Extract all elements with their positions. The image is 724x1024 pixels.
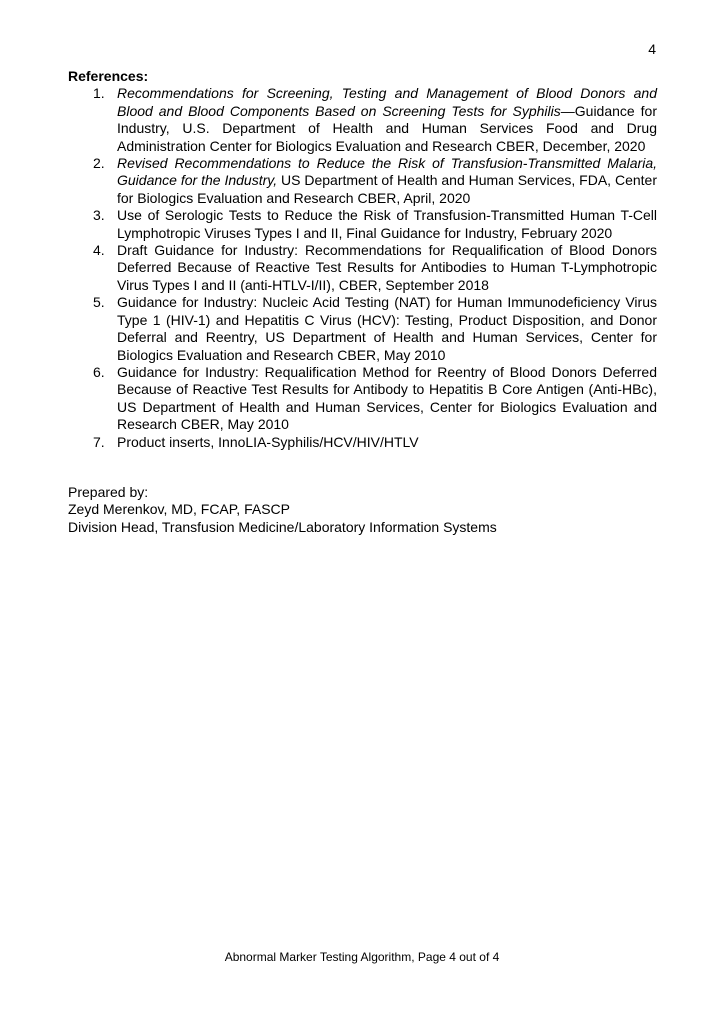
reference-item-4-number: 4. bbox=[93, 242, 105, 259]
reference-item-3 bbox=[68, 207, 657, 242]
reference-item-1-text: —Guidance for Industry, U.S. Department of Health and Human Services Food and Drug Administration Center for Biologics Evaluation and Research CBER, December, 2020 bbox=[117, 102, 657, 154]
reference-item-5-text: Guidance for Industry: Nucleic Acid Testing (NAT) for Human Immunodeficiency Virus Type 1 (HIV-1) and Hepatitis C Virus (HCV): Testing, Product Disposition, and Donor Deferral and Reentry, US Department of Health and Human Services, Center for Biologics Evaluation and Research CBER, May 2010 bbox=[117, 294, 657, 363]
reference-item-1-italic: Recommendations for Screening, Testing and Management of Blood Donors and Blood and Blood Components Based on Screening Tests for Syphilis bbox=[117, 85, 657, 119]
reference-item-6-number: 6. bbox=[93, 363, 105, 380]
reference-item-3-number: 3. bbox=[93, 207, 105, 224]
reference-item-1-number: 1. bbox=[93, 85, 105, 102]
page-footer: Abnormal Marker Testing Algorithm, Page 4 out of 4 bbox=[224, 950, 500, 964]
reference-item-7 bbox=[68, 434, 657, 451]
reference-item-2-number: 2. bbox=[93, 155, 105, 172]
page-number: 4 bbox=[648, 41, 656, 57]
reference-item-2 bbox=[68, 155, 657, 207]
references-heading: References: bbox=[68, 68, 149, 84]
reference-item-7-text: Product inserts, InnoLIA-Syphilis/HCV/HIV/HTLV bbox=[117, 433, 419, 450]
references-list bbox=[68, 85, 657, 451]
reference-item-5-number: 5. bbox=[93, 294, 105, 311]
reference-item-5 bbox=[68, 294, 657, 364]
reference-item-3-text: Use of Serologic Tests to Reduce the Risk of Transfusion-Transmitted Human T-Cell Lymphotropic Viruses Types I and II, Final Guidance for Industry, February 2020 bbox=[117, 207, 657, 241]
prepared-by-block bbox=[68, 484, 657, 536]
reference-item-4-text: Draft Guidance for Industry: Recommendations for Requalification of Blood Donors Deferred Because of Reactive Test Results for Antibodies to Human T-Lymphotropic Virus Types I and II (anti-HTLV-I/II), CBER, September 2018 bbox=[117, 242, 657, 293]
prepared-by-title: Division Head, Transfusion Medicine/Laboratory Information Systems bbox=[68, 518, 497, 535]
reference-item-2-text: US Department of Health and Human Services, FDA, Center for Biologics Evaluation and Research CBER, April, 2020 bbox=[117, 172, 657, 206]
prepared-by-label: Prepared by: bbox=[68, 483, 149, 500]
reference-item-1 bbox=[68, 85, 657, 155]
reference-item-6-text: Guidance for Industry: Requalification Method for Reentry of Blood Donors Deferred Because of Reactive Test Results for Antibody to Hepatitis B Core Antigen (Anti-HBc), US Department of Health and Human Services, Center for Biologics Evaluation and Research CBER, May 2010 bbox=[117, 363, 657, 433]
reference-item-4 bbox=[68, 242, 657, 294]
reference-item-7-number: 7. bbox=[93, 433, 105, 450]
prepared-by-name: Zeyd Merenkov, MD, FCAP, FASCP bbox=[68, 501, 290, 518]
reference-item-6 bbox=[68, 364, 657, 434]
reference-item-2-italic: Revised Recommendations to Reduce the Risk of Transfusion-Transmitted Malaria, Guidance for the Industry, bbox=[117, 155, 657, 189]
